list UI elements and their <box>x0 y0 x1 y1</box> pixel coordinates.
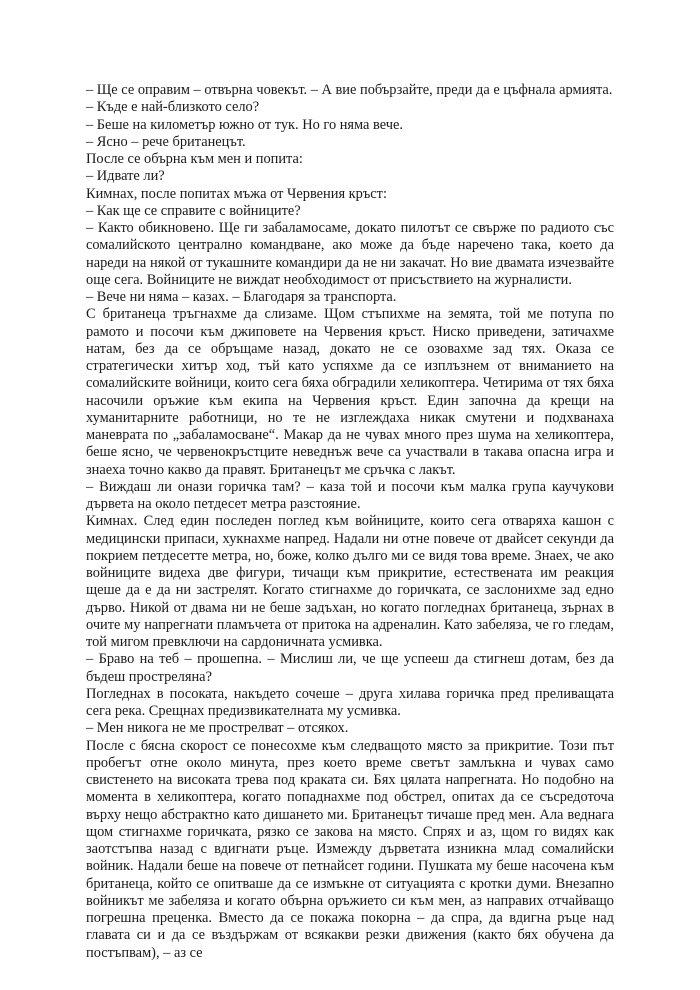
body-paragraph: – Виждаш ли онази горичка там? – каза той и посочи към малка група каучукови дървета на около петдесет метра разстояние. <box>86 478 614 512</box>
body-paragraph: – Как ще се справите с войниците? <box>86 202 301 219</box>
body-paragraph: Кимнах. След един последен поглед към войниците, които сега отваряха кашон с медицински припаси, хукнахме напред. Надали ни отне повече от двайсет секунди да покрием петдесетте метра, но, боже, колко дълго ми се видя това време. Знаех, че ако войниците видеха две фигури, тичащи към прикритие, естествената им реакция щеше да е да ни застрелят. Когато стигнахме до горичката, се заслонихме зад едно дърво. Никой от двама ни не беше задъхан, но когато погледнах британеца, зърнах в очите му напрегнати пламъчета от притока на адреналин. Като забеляза, че го гледам, той мигом превключи на сардоничната усмивка. <box>86 513 614 650</box>
body-paragraph: – Вече ни няма – казах. – Благодаря за транспорта. <box>86 289 397 305</box>
body-paragraph: С британеца тръгнахме да слизаме. Щом стъпихме на земята, той ме потупа по рамото и посочи към джиповете на Червения кръст. Ниско приведени, затичахме натам, без да се обръщаме назад, докато не се озовахме зад тях. Оказа се стратегически хитър ход, тъй като успяхме да се изплъзнем от вниманието на сомалийските войници, които сега бяха обградили хеликоптера. Четирима от тях бяха насочили оръжие към екипа на Червения кръст. Един започна да крещи на хуманитарните работници, но те не изглеждаха никак смутени и подхванаха маневрата по „забаламосване“. Макар да не чувах много през шума на хеликоптера, беше ясно, че червенокръстците неведнъж вече са участвали в такава опасна игра и знаеха точно какво да правят. Британецът ме сръчка с лакът. <box>86 306 614 478</box>
body-paragraph: После се обърна към мен и попита: <box>86 151 303 167</box>
body-paragraph: – Ясно – рече британецът. <box>86 133 246 150</box>
body-paragraph: – Ще се оправим – отвърна човекът. – А вие побързайте, преди да е цъфнала армията. <box>86 82 613 98</box>
body-paragraph: – Мен никога не ме прострелват – отсякох. <box>86 720 349 737</box>
body-paragraph: – Браво на теб – прошепна. – Мислиш ли, че ще успееш да стигнеш дотам, без да бъдеш простреляна? <box>86 651 614 685</box>
body-paragraph: После с бясна скорост се понесохме към следващото място за прикритие. Този път пробегът отне около минута, през което време светът замлъкна и чувах само свистенето на високата трева под краката си. Бях цялата напрегната. Но подобно на момента в хеликоптера, когато попаднахме под обстрел, опитах да се съсредоточа върху нещо абстрактно като дишането ми. Британецът тичаше пред мен. Ала веднага щом стигнахме горичката, рязко се закова на място. Спрях и аз, щом го видях как заотстъпва назад с вдигнати ръце. Измежду дърветата изникна млад сомалийски войник. Надали беше на повече от петнайсет години. Пушката му беше насочена към британеца, който се опитваше да се измъкне от ситуацията с кротки думи. Внезапно войникът ме забеляза и когато обърна оръжието си към мен, аз направих отчайващо погрешна преценка. Вместо да се покажа покорна – да спра, да вдигна ръце над главата си и да се въздържам от всякакви резки движения (както бях обучена да постъпвам), – аз се <box>86 737 614 961</box>
body-paragraph: Погледнах в посоката, накъдето сочеше – друга хилава горичка пред преливащата сега река. Срещнах предизвикателната му усмивка. <box>86 685 614 719</box>
body-paragraph: – Както обикновено. Ще ги забаламосаме, докато пилотът се свърже по радиото със сомалийското централно командване, ако може да бъде наречено така, което да нареди на някой от тукашните командири да не ни закачат. Но вие двамата изчезвайте още сега. Войниците не виждат необходимост от присъствието на журналисти. <box>86 220 614 288</box>
body-paragraph: – Беше на километър южно от тук. Но го няма вече. <box>86 116 404 133</box>
body-paragraph: – Идвате ли? <box>86 168 165 185</box>
body-paragraph: Кимнах, после попитах мъжа от Червения кръст: <box>86 185 387 202</box>
body-paragraph: – Къде е най-близкото село? <box>86 99 260 116</box>
document-page <box>86 82 614 962</box>
